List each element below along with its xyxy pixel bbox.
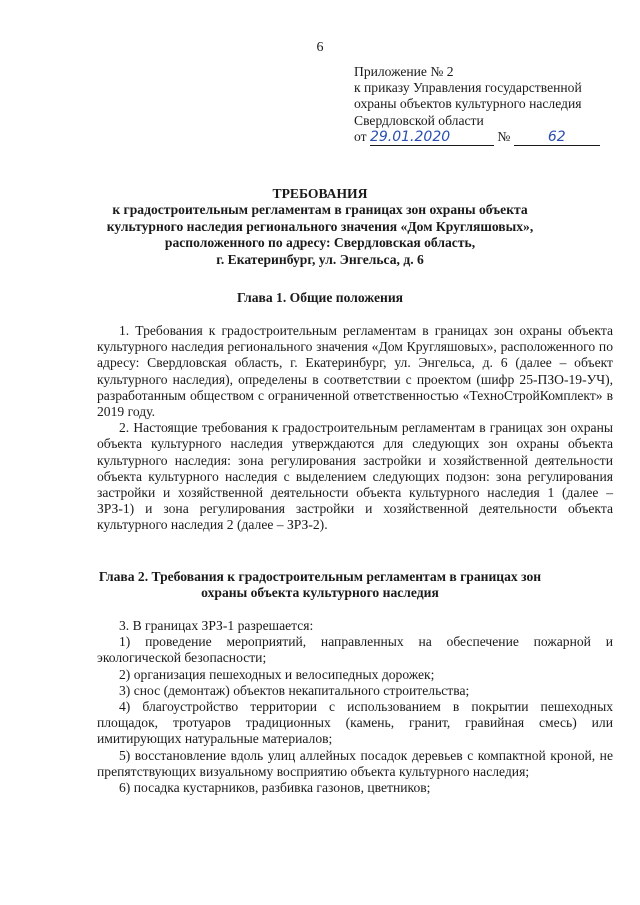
- date-field: [370, 129, 494, 146]
- paragraph-1: 1. Требования к градостроительным регламентам в границах зон охраны объекта культурного наследия регионального значения «Дом Кругляшовых», расположенного по адресу: Свердловская область, г. Екатеринбург, ул. Энгельса, д. 6 (далее – объект культурного наследия), определены в соответствии с проектом (шифр 25-ПЗО-19-УЧ), разработанным обществом с ограниченной ответственностью «ТехноСтройКомплект» в 2019 году.: [97, 323, 613, 420]
- paragraph-3: 3. В границах ЗРЗ-1 разрешается:: [119, 618, 314, 633]
- chapter-2-body: [97, 618, 613, 796]
- appendix-line-3: охраны объектов культурного наследия: [354, 96, 582, 112]
- number-field: [514, 129, 600, 146]
- document-title: [60, 186, 580, 268]
- title-line-3: культурного наследия регионального значения «Дом Кругляшовых»,: [106, 218, 534, 234]
- list-item: 2) организация пешеходных и велосипедных дорожек;: [119, 666, 435, 682]
- handwritten-number: 62: [547, 128, 566, 145]
- title-line-1: ТРЕБОВАНИЯ: [272, 186, 368, 201]
- chapter-1-heading: Глава 1. Общие положения: [236, 290, 404, 305]
- chapter-2-heading-line-2: охраны объекта культурного наследия: [201, 585, 439, 601]
- number-label: №: [497, 128, 511, 144]
- list-item: 3) снос (демонтаж) объектов некапитального строительства;: [119, 682, 470, 698]
- chapter-2-heading: [60, 569, 580, 602]
- chapter-2-heading-line-1: Глава 2. Требования к градостроительным регламентам в границах зон: [98, 569, 542, 584]
- list-item: 4) благоустройство территории с использованием в покрытии пешеходных площадок, тротуаров традиционных (камень, гранит, гравийная смесь) или имитирующих натуральные материалов;: [97, 699, 613, 747]
- list-item: 1) проведение мероприятий, направленных на обеспечение пожарной и экологической безопасности;: [97, 634, 613, 666]
- title-line-4: расположенного по адресу: Свердловская область,: [164, 235, 476, 251]
- list-item: 6) посадка кустарников, разбивка газонов, цветников;: [119, 780, 431, 796]
- appendix-line-2: к приказу Управления государственной: [354, 80, 582, 96]
- list-item: 5) восстановление вдоль улиц аллейных посадок деревьев с компактной кроной, не препятствующих визуальному восприятию объекта культурного наследия;: [97, 747, 613, 779]
- appendix-date-line: [354, 129, 600, 146]
- appendix-block: [354, 64, 600, 146]
- paragraph-2: 2. Настоящие требования к градостроительным регламентам в границах зон охраны объекта культурного наследия утверждаются для следующих зон охраны объекта культурного наследия: зона регулирования застройки и хозяйственной деятельности объекта культурного наследия с выделением следующих подзон: зона регулирования застройки и хозяйственной деятельности объекта культурного наследия 1 (далее – ЗРЗ-1) и зона регулирования застройки и хозяйственной деятельности объекта культурного наследия 2 (далее – ЗРЗ-2).: [97, 420, 613, 533]
- handwritten-date: 29.01.2020: [369, 128, 451, 145]
- chapter-1-body: [97, 323, 613, 534]
- title-line-5: г. Екатеринбург, ул. Энгельса, д. 6: [216, 251, 424, 267]
- appendix-line-1: Приложение № 2: [354, 64, 454, 79]
- appendix-line-4: Свердловской области: [354, 112, 484, 128]
- from-label: от: [354, 128, 367, 144]
- page-number: 6: [316, 40, 324, 55]
- title-line-2: к градостроительным регламентам в границах зон охраны объекта: [112, 202, 528, 218]
